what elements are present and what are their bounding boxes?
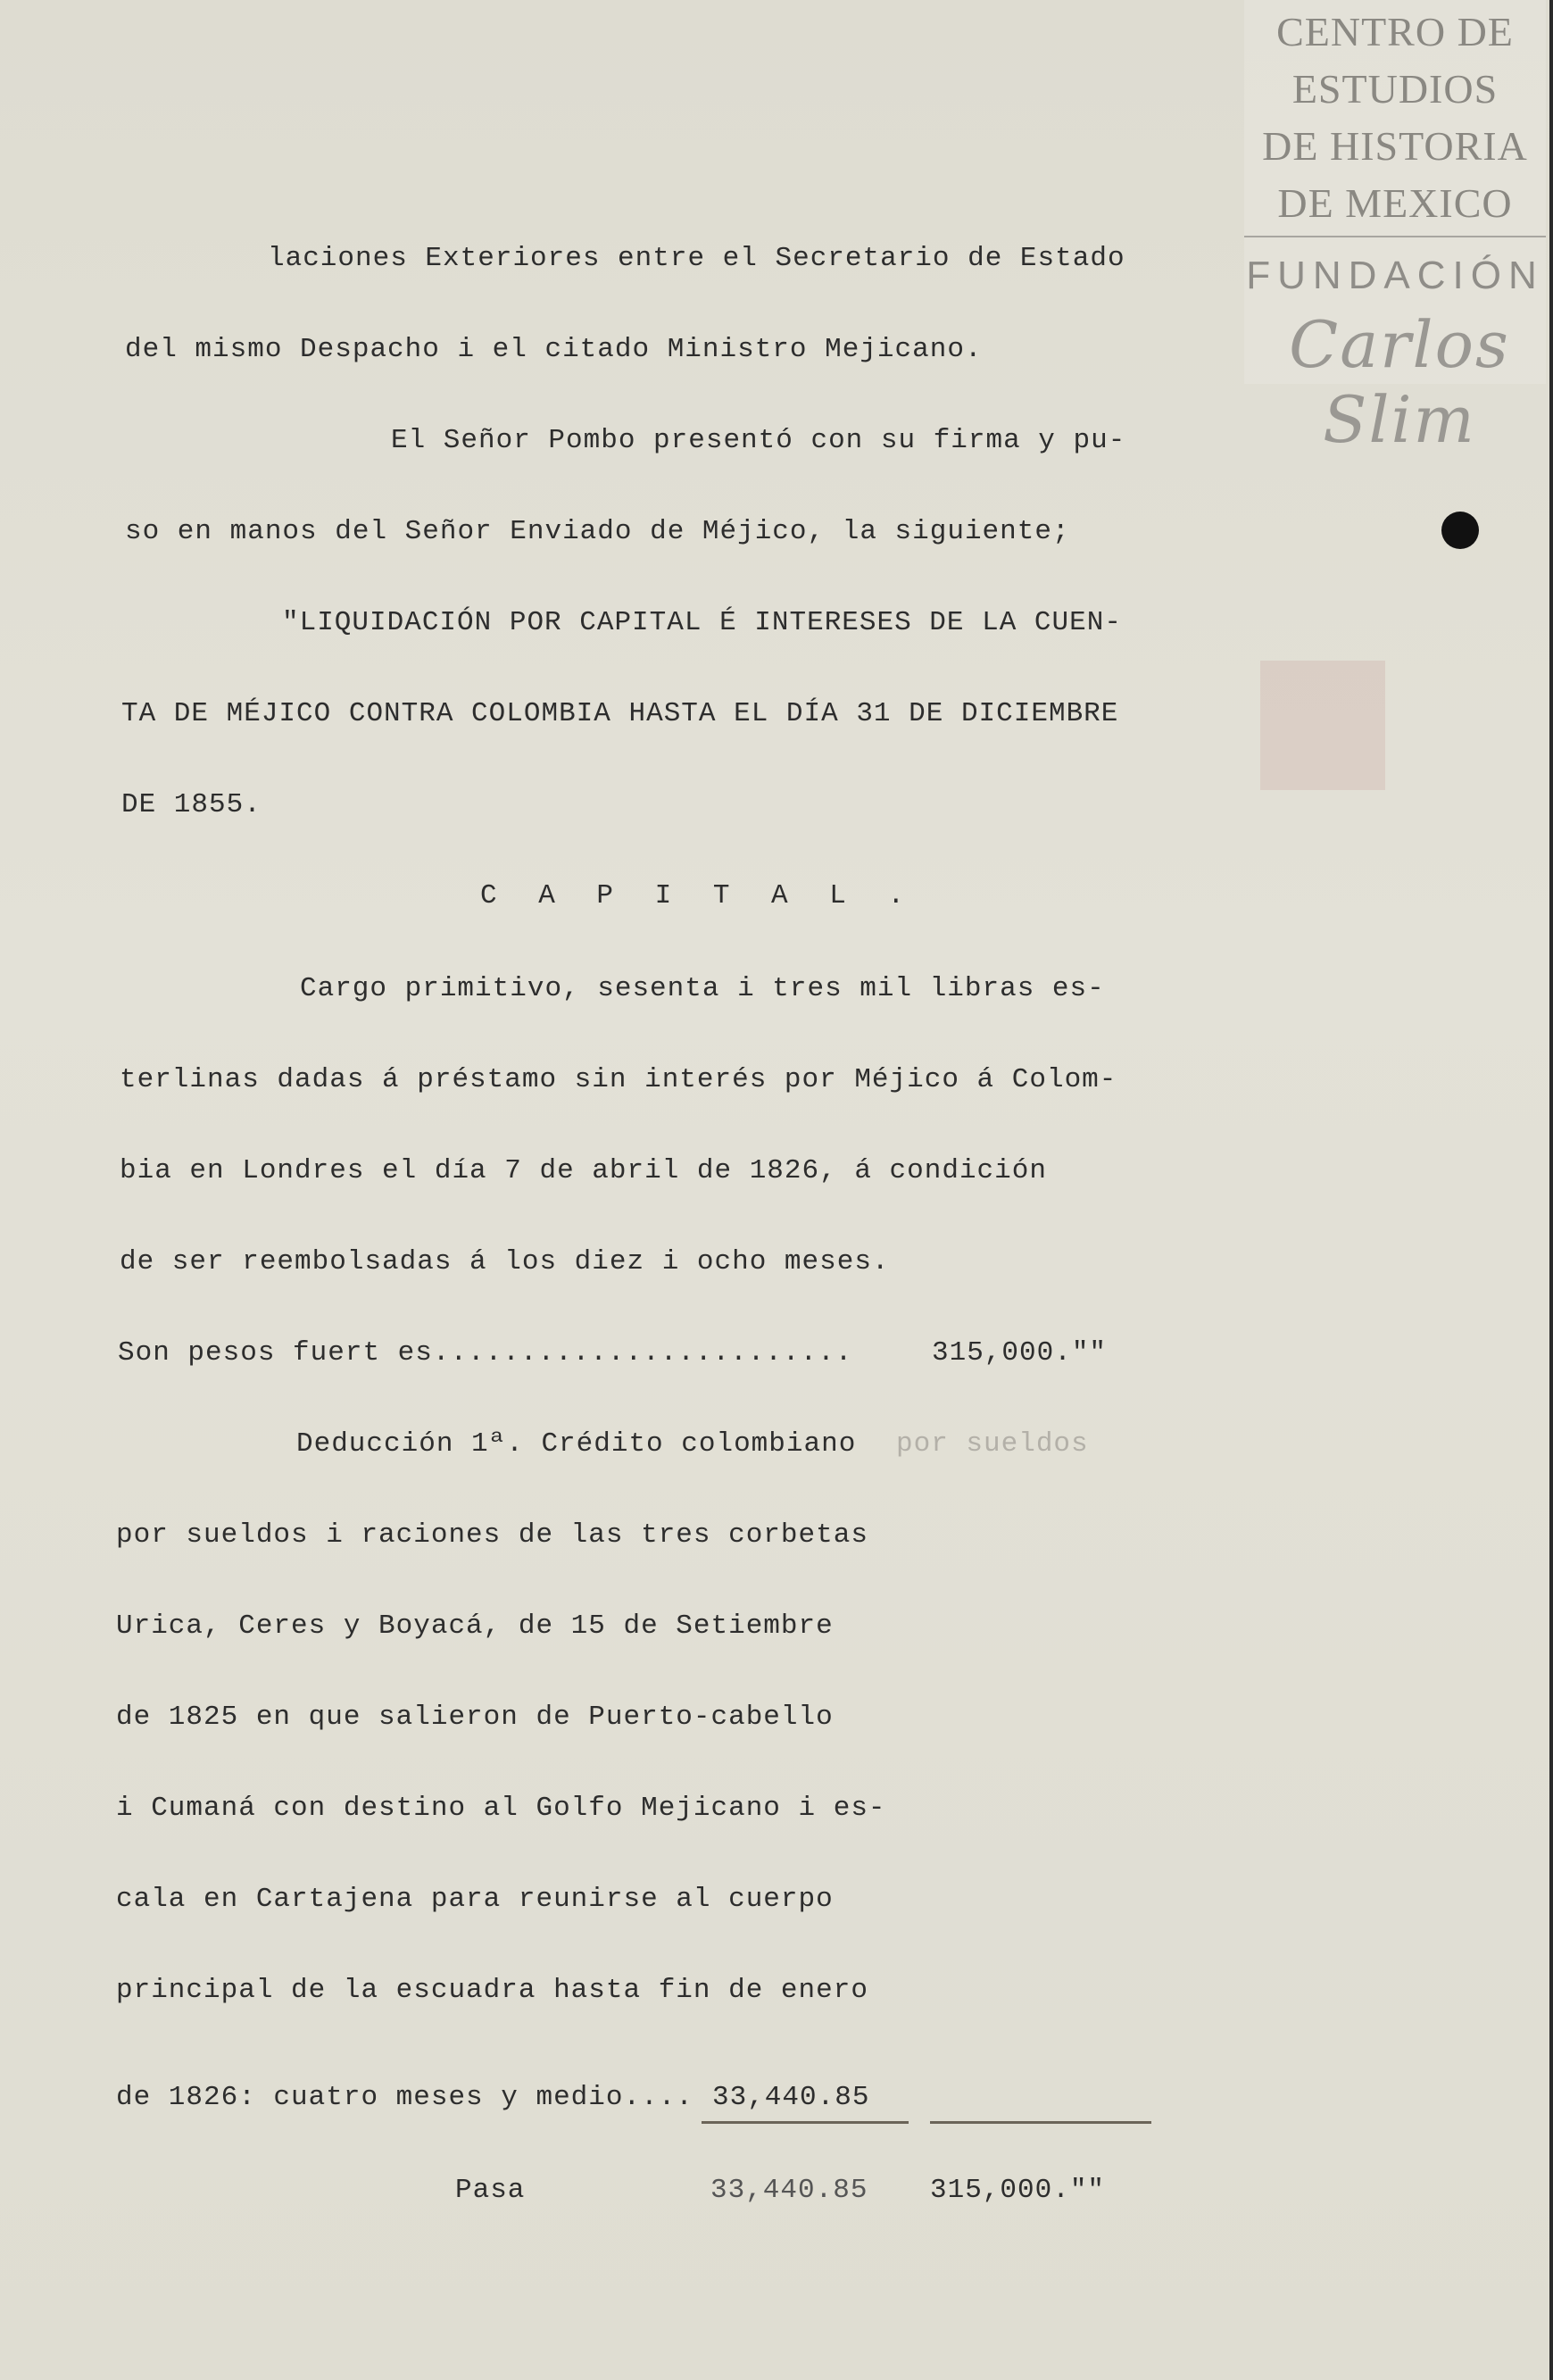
ledger-amount: 33,440.85 [712, 2082, 870, 2113]
sum-underline [702, 2121, 909, 2124]
watermark-divider [1244, 236, 1546, 237]
carry-forward-amount: 315,000."" [930, 2175, 1106, 2206]
watermark-line: CENTRO DE [1276, 9, 1514, 54]
text-line: de ser reembolsadas á los diez i ocho meses. [120, 1246, 890, 1277]
liquidation-heading: TA DE MÉJICO CONTRA COLOMBIA HASTA EL DÍA 31 DE DICIEMBRE [121, 698, 1119, 729]
punch-hole [1441, 512, 1479, 549]
text-line: cala en Cartajena para reunirse al cuerpo [116, 1884, 834, 1915]
ledger-label: Son pesos fuert es........................ [118, 1337, 853, 1369]
text-line: bia en Londres el día 7 de abril de 1826, á condición [120, 1155, 1047, 1186]
text-line: de 1825 en que salieron de Puerto-cabello [116, 1702, 834, 1733]
watermark-line: DE HISTORIA [1262, 123, 1528, 169]
text-line: Cargo primitivo, sesenta i tres mil libras es- [300, 973, 1105, 1004]
text-line: del mismo Despacho i el citado Ministro Mejicano. [125, 334, 983, 365]
faded-stamp [1260, 661, 1385, 790]
text-line: El Señor Pombo presentó con su firma y pu- [391, 425, 1126, 456]
text-line: Deducción 1ª. Crédito colombiano [296, 1428, 857, 1460]
carry-forward-label: Pasa [455, 2175, 526, 2206]
text-line: laciones Exteriores entre el Secretario de Estado [268, 243, 1125, 274]
liquidation-heading: "LIQUIDACIÓN POR CAPITAL É INTERESES DE LA CUEN- [282, 607, 1122, 638]
watermark-signature: Carlos Slim [1289, 307, 1510, 457]
watermark-line: DE MEXICO [1277, 180, 1513, 226]
sum-underline [930, 2121, 1151, 2124]
text-line: Urica, Ceres y Boyacá, de 15 de Setiembre [116, 1610, 834, 1642]
text-line: por sueldos i raciones de las tres corbetas [116, 1519, 868, 1551]
liquidation-heading: DE 1855. [121, 789, 262, 820]
archive-watermark [1244, 0, 1546, 457]
carry-forward-amount: 33,440.85 [710, 2175, 868, 2206]
text-line: so en manos del Señor Enviado de Méjico, la siguiente; [125, 516, 1070, 547]
struck-text: por sueldos [896, 1428, 1089, 1460]
text-line: principal de la escuadra hasta fin de enero [116, 1975, 868, 2006]
ledger-label: de 1826: cuatro meses y medio.... [116, 2082, 693, 2113]
ledger-amount: 315,000."" [932, 1337, 1108, 1369]
watermark-foundation: FUNDACIÓN [1246, 254, 1544, 297]
section-title: C A P I T A L . [480, 880, 918, 911]
watermark-line: ESTUDIOS [1291, 66, 1499, 112]
text-line: i Cumaná con destino al Golfo Mejicano i es- [116, 1793, 886, 1824]
text-line: terlinas dadas á préstamo sin interés por Méjico á Colom- [120, 1064, 1117, 1095]
